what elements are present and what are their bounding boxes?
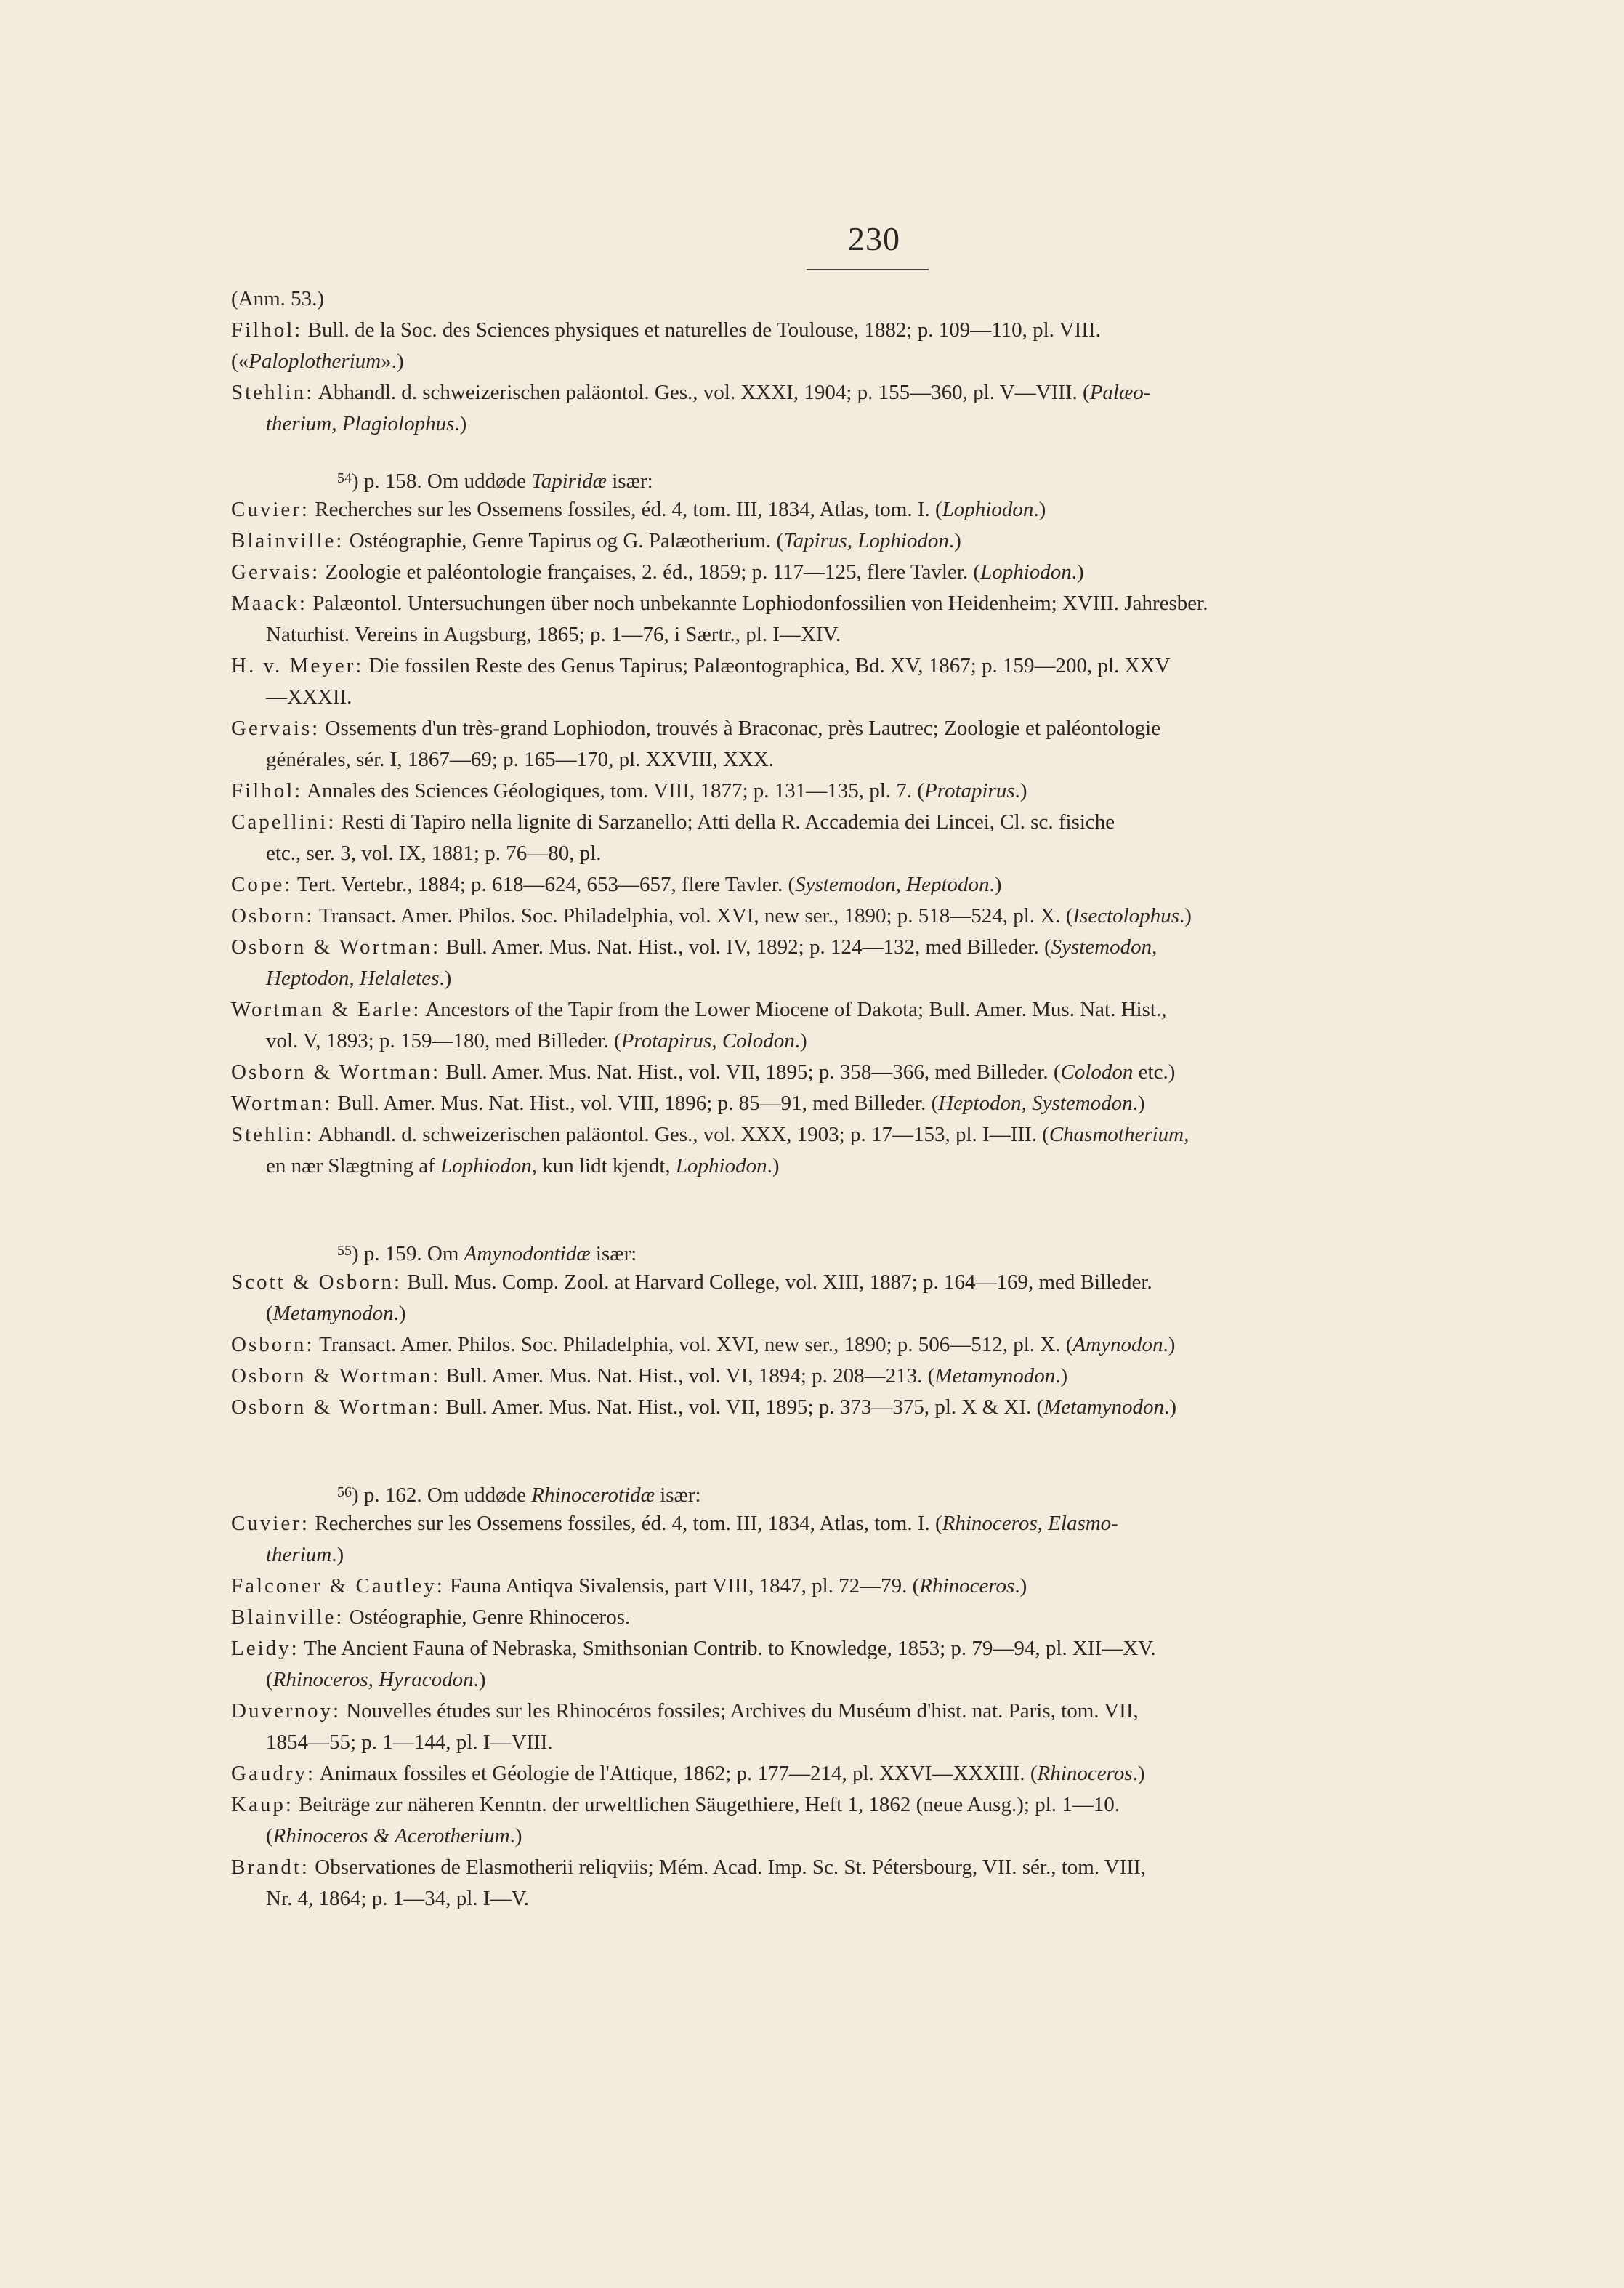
page-number: 230 bbox=[848, 220, 900, 257]
author: Kaup: bbox=[231, 1793, 294, 1816]
author: Cuvier: bbox=[231, 498, 310, 521]
section-heading-54: $^{54}$) p. 158. Om uddøde Tapiridæ især: bbox=[337, 470, 653, 493]
author: Blainville: bbox=[231, 1606, 344, 1629]
reference-entry: Scott & Osborn: Bull. Mus. Comp. Zool. at Harvard College, vol. XIII, 1887; p. 164—169, med Billeder. bbox=[231, 1270, 1152, 1294]
reference-entry: Gaudry: Animaux fossiles et Géologie de l'Attique, 1862; p. 177—214, pl. XXVI—XXXIII. (Rhinoceros.) bbox=[231, 1762, 1145, 1785]
reference-continuation: générales, sér. I, 1867—69; p. 165—170, pl. XXVIII, XXX. bbox=[266, 748, 775, 771]
reference-entry: Leidy: The Ancient Fauna of Nebraska, Smithsonian Contrib. to Knowledge, 1853; p. 79—94, pl. XII—XV. bbox=[231, 1637, 1156, 1660]
reference-entry: Filhol: Bull. de la Soc. des Sciences physiques et naturelles de Toulouse, 1882; p. 109—110, pl. VIII. bbox=[231, 318, 1101, 342]
reference-continuation: Naturhist. Vereins in Augsburg, 1865; p. 1—76, i Særtr., pl. I—XIV. bbox=[266, 623, 841, 646]
author: Filhol: bbox=[231, 318, 303, 342]
author: Wortman & Earle: bbox=[231, 998, 421, 1021]
author: Cuvier: bbox=[231, 1512, 310, 1535]
reference-continuation: (Metamynodon.) bbox=[266, 1302, 406, 1325]
reference-continuation: («Paloplotherium».) bbox=[231, 350, 404, 373]
author: Osborn & Wortman: bbox=[231, 935, 441, 959]
author: H. v. Meyer: bbox=[231, 654, 364, 677]
reference-entry: Cuvier: Recherches sur les Ossemens fossiles, éd. 4, tom. III, 1834, Atlas, tom. I. (Lophiodon.) bbox=[231, 498, 1046, 521]
author: Osborn & Wortman: bbox=[231, 1395, 441, 1419]
note-heading: (Anm. 53.) bbox=[231, 287, 325, 310]
reference-continuation: Heptodon, Helaletes.) bbox=[266, 967, 452, 990]
reference-entry: Kaup: Beiträge zur näheren Kenntn. der urweltlichen Säugethiere, Heft 1, 1862 (neue Ausg.); pl. 1—10. bbox=[231, 1793, 1120, 1816]
reference-entry: Capellini: Resti di Tapiro nella lignite di Sarzanello; Atti della R. Accademia dei Lincei, Cl. sc. fisiche bbox=[231, 810, 1115, 834]
reference-continuation: (Rhinoceros & Acerotherium.) bbox=[266, 1824, 522, 1848]
reference-list bbox=[231, 283, 1446, 1914]
reference-entry: Cuvier: Recherches sur les Ossemens fossiles, éd. 4, tom. III, 1834, Atlas, tom. I. (Rhinoceros, Elasmo- bbox=[231, 1512, 1118, 1535]
author: Osborn & Wortman: bbox=[231, 1364, 441, 1387]
author: Osborn: bbox=[231, 904, 315, 927]
reference-entry: Gervais: Ossements d'un très-grand Lophiodon, trouvés à Braconac, près Lautrec; Zoologie et paléontologie bbox=[231, 717, 1161, 740]
reference-entry: Osborn & Wortman: Bull. Amer. Mus. Nat. Hist., vol. VII, 1895; p. 373—375, pl. X & XI. (Metamynodon.) bbox=[231, 1395, 1176, 1419]
author: Leidy: bbox=[231, 1637, 299, 1660]
author: Blainville: bbox=[231, 529, 344, 552]
reference-entry: Wortman: Bull. Amer. Mus. Nat. Hist., vol. VIII, 1896; p. 85—91, med Billeder. (Heptodon, Systemodon.) bbox=[231, 1092, 1145, 1115]
reference-entry: Falconer & Cautley: Fauna Antiqva Sivalensis, part VIII, 1847, pl. 72—79. (Rhinoceros.) bbox=[231, 1574, 1027, 1598]
reference-entry: Maack: Palæontol. Untersuchungen über noch unbekannte Lophiodonfossilien von Heidenheim; XVIII. Jahresber. bbox=[231, 592, 1208, 615]
author: Stehlin: bbox=[231, 1123, 315, 1146]
reference-continuation: therium.) bbox=[266, 1543, 344, 1566]
author: Cope: bbox=[231, 873, 293, 896]
author: Falconer & Cautley: bbox=[231, 1574, 445, 1598]
author: Brandt: bbox=[231, 1856, 310, 1879]
author: Maack: bbox=[231, 592, 307, 615]
reference-entry: Duvernoy: Nouvelles études sur les Rhinocéros fossiles; Archives du Muséum d'hist. nat. Paris, tom. VII, bbox=[231, 1699, 1139, 1723]
reference-entry: Osborn & Wortman: Bull. Amer. Mus. Nat. Hist., vol. VII, 1895; p. 358—366, med Billeder. (Colodon etc.) bbox=[231, 1060, 1176, 1084]
reference-continuation: Nr. 4, 1864; p. 1—34, pl. I—V. bbox=[266, 1887, 529, 1910]
author: Wortman: bbox=[231, 1092, 333, 1115]
reference-continuation: en nær Slægtning af Lophiodon, kun lidt kjendt, Lophiodon.) bbox=[266, 1154, 780, 1177]
author: Capellini: bbox=[231, 810, 336, 834]
reference-continuation: (Rhinoceros, Hyracodon.) bbox=[266, 1668, 486, 1691]
section-heading-56: $^{56}$) p. 162. Om uddøde Rhinocerotidæ især: bbox=[337, 1483, 701, 1507]
reference-continuation: 1854—55; p. 1—144, pl. I—VIII. bbox=[266, 1731, 553, 1754]
author: Filhol: bbox=[231, 779, 303, 802]
reference-entry: Osborn: Transact. Amer. Philos. Soc. Philadelphia, vol. XVI, new ser., 1890; p. 518—524, pl. X. (Isectolophus.) bbox=[231, 904, 1192, 927]
reference-entry: Osborn: Transact. Amer. Philos. Soc. Philadelphia, vol. XVI, new ser., 1890; p. 506—512, pl. X. (Amynodon.) bbox=[231, 1333, 1176, 1356]
reference-entry: Stehlin: Abhandl. d. schweizerischen paläontol. Ges., vol. XXX, 1903; p. 17—153, pl. I—III. (Chasmotherium, bbox=[231, 1123, 1189, 1146]
author: Gaudry: bbox=[231, 1762, 316, 1785]
reference-continuation: —XXXII. bbox=[266, 685, 352, 709]
author: Gervais: bbox=[231, 717, 320, 740]
reference-entry: Wortman & Earle: Ancestors of the Tapir from the Lower Miocene of Dakota; Bull. Amer. Mus. Nat. Hist., bbox=[231, 998, 1167, 1021]
reference-entry: Filhol: Annales des Sciences Géologiques, tom. VIII, 1877; p. 131—135, pl. 7. (Protapirus.) bbox=[231, 779, 1027, 802]
author: Duvernoy: bbox=[231, 1699, 342, 1723]
author: Stehlin: bbox=[231, 381, 315, 404]
page-number-rule bbox=[807, 269, 929, 270]
reference-continuation: vol. V, 1893; p. 159—180, med Billeder. (Protapirus, Colodon.) bbox=[266, 1029, 807, 1052]
reference-entry: Gervais: Zoologie et paléontologie françaises, 2. éd., 1859; p. 117—125, flere Tavler. (Lophiodon.) bbox=[231, 560, 1084, 584]
reference-entry: Blainville: Ostéographie, Genre Rhinoceros. bbox=[231, 1606, 631, 1629]
reference-entry: Cope: Tert. Vertebr., 1884; p. 618—624, 653—657, flere Tavler. (Systemodon, Heptodon.) bbox=[231, 873, 1002, 896]
author: Osborn: bbox=[231, 1333, 315, 1356]
author: Scott & Osborn: bbox=[231, 1270, 403, 1294]
reference-continuation: therium, Plagiolophus.) bbox=[266, 412, 467, 435]
reference-entry: H. v. Meyer: Die fossilen Reste des Genus Tapirus; Palæontographica, Bd. XV, 1867; p. 159—200, pl. XXV bbox=[231, 654, 1171, 677]
reference-entry: Brandt: Observationes de Elasmotherii reliqviis; Mém. Acad. Imp. Sc. St. Pétersbourg, VII. sér., tom. VIII, bbox=[231, 1856, 1146, 1879]
reference-entry: Osborn & Wortman: Bull. Amer. Mus. Nat. Hist., vol. IV, 1892; p. 124—132, med Billeder. (Systemodon, bbox=[231, 935, 1158, 959]
reference-continuation: etc., ser. 3, vol. IX, 1881; p. 76—80, pl. bbox=[266, 842, 602, 865]
reference-entry: Osborn & Wortman: Bull. Amer. Mus. Nat. Hist., vol. VI, 1894; p. 208—213. (Metamynodon.) bbox=[231, 1364, 1068, 1387]
author: Osborn & Wortman: bbox=[231, 1060, 441, 1084]
section-heading-55: $^{55}$) p. 159. Om Amynodontidæ især: bbox=[337, 1242, 637, 1265]
author: Gervais: bbox=[231, 560, 320, 584]
reference-entry: Blainville: Ostéographie, Genre Tapirus og G. Palæotherium. (Tapirus, Lophiodon.) bbox=[231, 529, 961, 552]
reference-entry: Stehlin: Abhandl. d. schweizerischen paläontol. Ges., vol. XXXI, 1904; p. 155—360, pl. V—VIII. (Palæo- bbox=[231, 381, 1151, 404]
